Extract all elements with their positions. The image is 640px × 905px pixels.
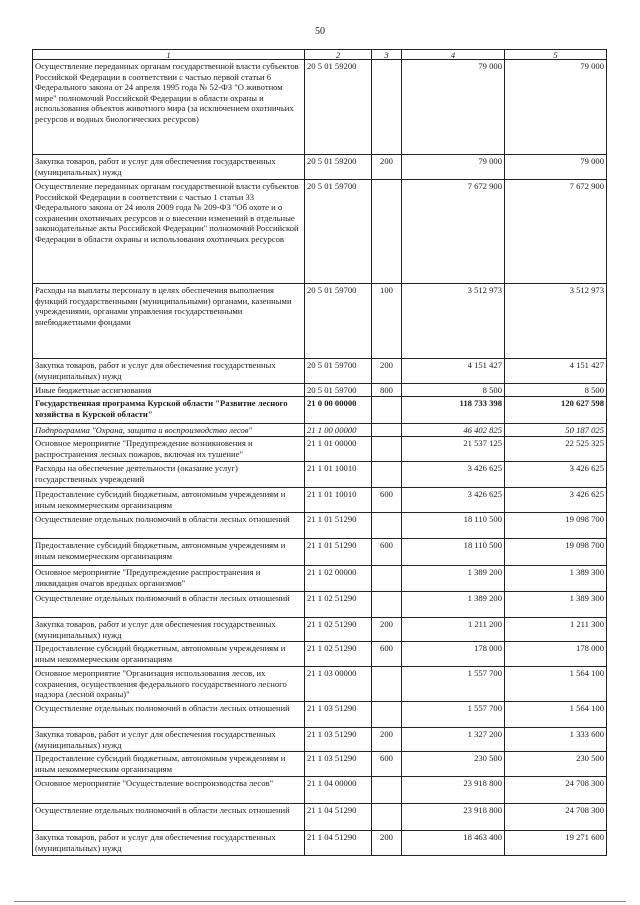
row-expense-type-cell — [372, 180, 402, 284]
row-expense-type-cell: 600 — [372, 539, 402, 566]
row-expense-type-cell — [372, 777, 402, 804]
row-amount-year1-cell: 1 211 200 — [402, 618, 505, 642]
table-row — [33, 667, 607, 702]
row-name-cell: Иные бюджетные ассигнования — [33, 384, 305, 397]
row-expense-type-cell: 200 — [372, 728, 402, 752]
row-amount-year2-cell: 1 564 100 — [505, 667, 607, 702]
row-amount-year2-cell: 22 525 325 — [505, 437, 607, 462]
table-row — [33, 397, 607, 424]
row-amount-year2-cell: 1 389 300 — [505, 592, 607, 618]
row-expense-type-cell — [372, 462, 402, 488]
table-row — [33, 513, 607, 539]
row-name-cell: Закупка товаров, работ и услуг для обеспечения государственных (муниципальных) нужд — [33, 618, 305, 642]
row-amount-year2-cell: 3 426 625 — [505, 488, 607, 513]
row-amount-year2-cell: 1 564 100 — [505, 702, 607, 728]
row-amount-year1-cell: 1 557 700 — [402, 667, 505, 702]
column-header: 3 — [372, 50, 402, 60]
row-expense-type-cell — [372, 424, 402, 437]
row-expense-type-cell: 800 — [372, 384, 402, 397]
row-name-cell: Основное мероприятие "Организация использования лесов, их сохранения, осуществления федерального государственного лесного надзора (лесной охраны)" — [33, 667, 305, 702]
column-header: 1 — [33, 50, 305, 60]
row-expense-type-cell — [372, 437, 402, 462]
row-expense-type-cell — [372, 804, 402, 831]
row-name-cell: Основное мероприятие "Предупреждение распространения и ликвидация очагов вредных организмов" — [33, 566, 305, 592]
row-code-cell: 21 1 01 51290 — [305, 539, 372, 566]
column-header: 2 — [305, 50, 372, 60]
row-code-cell: 20 5 01 59700 — [305, 180, 372, 284]
row-amount-year2-cell: 4 151 427 — [505, 359, 607, 384]
table-row — [33, 539, 607, 566]
row-code-cell: 21 1 03 51290 — [305, 752, 372, 777]
page-number: 50 — [315, 26, 325, 37]
table-row — [33, 384, 607, 397]
row-amount-year2-cell: 1 389 300 — [505, 566, 607, 592]
row-amount-year1-cell: 18 110 500 — [402, 539, 505, 566]
row-code-cell: 21 1 02 51290 — [305, 592, 372, 618]
row-code-cell: 20 5 01 59200 — [305, 60, 372, 155]
row-amount-year1-cell: 7 672 900 — [402, 180, 505, 284]
row-amount-year1-cell: 4 151 427 — [402, 359, 505, 384]
table-row — [33, 60, 607, 155]
row-code-cell: 21 1 01 10010 — [305, 462, 372, 488]
row-amount-year1-cell: 1 389 200 — [402, 566, 505, 592]
row-name-cell: Предоставление субсидий бюджетным, автономным учреждениям и иным некоммерческим организациям — [33, 488, 305, 513]
row-amount-year2-cell: 19 098 700 — [505, 513, 607, 539]
row-name-cell: Предоставление субсидий бюджетным, автономным учреждениям и иным некоммерческим организациям — [33, 642, 305, 667]
table-row — [33, 566, 607, 592]
row-amount-year2-cell: 50 187 025 — [505, 424, 607, 437]
row-code-cell: 21 1 01 00000 — [305, 437, 372, 462]
row-expense-type-cell: 600 — [372, 752, 402, 777]
row-amount-year2-cell: 24 708 300 — [505, 777, 607, 804]
budget-table — [32, 49, 607, 856]
row-code-cell: 20 5 01 59200 — [305, 155, 372, 180]
row-code-cell: 21 1 03 51290 — [305, 728, 372, 752]
row-amount-year1-cell: 3 512 973 — [402, 284, 505, 359]
row-expense-type-cell — [372, 702, 402, 728]
row-code-cell: 21 0 00 00000 — [305, 397, 372, 424]
row-code-cell: 21 1 02 00000 — [305, 566, 372, 592]
row-name-cell: Закупка товаров, работ и услуг для обеспечения государственных (муниципальных) нужд — [33, 831, 305, 856]
row-expense-type-cell: 200 — [372, 831, 402, 856]
row-name-cell: Предоставление субсидий бюджетным, автономным учреждениям и иным некоммерческим организациям — [33, 539, 305, 566]
table-row — [33, 592, 607, 618]
row-amount-year1-cell: 79 000 — [402, 60, 505, 155]
table-row — [33, 831, 607, 856]
table-header-row — [33, 50, 607, 60]
row-expense-type-cell — [372, 667, 402, 702]
row-amount-year1-cell: 1 389 200 — [402, 592, 505, 618]
row-amount-year1-cell: 46 402 825 — [402, 424, 505, 437]
row-amount-year2-cell: 230 500 — [505, 752, 607, 777]
table-body — [33, 60, 607, 856]
row-amount-year1-cell: 3 426 625 — [402, 462, 505, 488]
row-expense-type-cell: 200 — [372, 359, 402, 384]
row-amount-year2-cell: 19 098 700 — [505, 539, 607, 566]
row-code-cell: 20 5 01 59700 — [305, 284, 372, 359]
row-code-cell: 20 5 01 59700 — [305, 359, 372, 384]
table-row — [33, 702, 607, 728]
table-row — [33, 752, 607, 777]
row-expense-type-cell: 600 — [372, 642, 402, 667]
table-row — [33, 424, 607, 437]
row-code-cell: 21 1 01 51290 — [305, 513, 372, 539]
row-name-cell: Расходы на обеспечение деятельности (оказание услуг) государственных учреждений — [33, 462, 305, 488]
row-name-cell: Основное мероприятие "Осуществление воспроизводства лесов" — [33, 777, 305, 804]
row-name-cell: Расходы на выплаты персоналу в целях обеспечения выполнения функций государственными (муниципальными) органами, казенными учреждениями, органами управления государственными внебюджетными фондами — [33, 284, 305, 359]
table-row — [33, 642, 607, 667]
row-name-cell: Осуществление переданных органам государственной власти субъектов Российской Федерации в соответствии с частью 1 статьи 33 Федерального закона от 24 июля 2009 года № 209-ФЗ "Об охоте и о сохранении охотничьих ресурсов и о внесении изменений в отдельные законодательные акты Российской Федерации" полномочий Российской Федерации в области охраны и использования охотничьих ресурсов — [33, 180, 305, 284]
row-amount-year2-cell: 3 426 625 — [505, 462, 607, 488]
row-amount-year2-cell: 79 000 — [505, 155, 607, 180]
row-amount-year1-cell: 23 918 800 — [402, 777, 505, 804]
table-row — [33, 180, 607, 284]
table-row — [33, 618, 607, 642]
row-amount-year2-cell: 79 000 — [505, 60, 607, 155]
row-code-cell: 21 1 04 00000 — [305, 777, 372, 804]
row-name-cell: Осуществление отдельных полномочий в области лесных отношений — [33, 592, 305, 618]
row-name-cell: Осуществление отдельных полномочий в области лесных отношений — [33, 804, 305, 831]
row-amount-year1-cell: 1 557 700 — [402, 702, 505, 728]
row-amount-year2-cell: 8 500 — [505, 384, 607, 397]
column-header: 5 — [505, 50, 607, 60]
row-code-cell: 21 1 02 51290 — [305, 618, 372, 642]
row-amount-year2-cell: 120 627 598 — [505, 397, 607, 424]
table-row — [33, 777, 607, 804]
row-name-cell: Осуществление отдельных полномочий в области лесных отношений — [33, 702, 305, 728]
row-code-cell: 21 1 00 00000 — [305, 424, 372, 437]
row-code-cell: 21 1 04 51290 — [305, 831, 372, 856]
row-amount-year2-cell: 3 512 973 — [505, 284, 607, 359]
row-code-cell: 21 1 04 51290 — [305, 804, 372, 831]
row-expense-type-cell: 200 — [372, 618, 402, 642]
row-amount-year1-cell: 230 500 — [402, 752, 505, 777]
row-amount-year1-cell: 23 918 800 — [402, 804, 505, 831]
row-name-cell: Закупка товаров, работ и услуг для обеспечения государственных (муниципальных) нужд — [33, 155, 305, 180]
row-name-cell: Основное мероприятие "Предупреждение возникновения и распространения лесных пожаров, включая их тушение" — [33, 437, 305, 462]
row-amount-year2-cell: 1 211 300 — [505, 618, 607, 642]
row-expense-type-cell: 200 — [372, 155, 402, 180]
row-amount-year2-cell: 178 000 — [505, 642, 607, 667]
row-amount-year2-cell: 24 708 300 — [505, 804, 607, 831]
row-amount-year1-cell: 18 463 400 — [402, 831, 505, 856]
row-amount-year1-cell: 79 000 — [402, 155, 505, 180]
row-amount-year1-cell: 21 537 125 — [402, 437, 505, 462]
row-amount-year2-cell: 19 271 600 — [505, 831, 607, 856]
row-expense-type-cell — [372, 397, 402, 424]
row-expense-type-cell — [372, 60, 402, 155]
row-code-cell: 20 5 01 59700 — [305, 384, 372, 397]
table-row — [33, 804, 607, 831]
row-amount-year1-cell: 178 000 — [402, 642, 505, 667]
row-amount-year1-cell: 1 327 200 — [402, 728, 505, 752]
row-amount-year1-cell: 3 426 625 — [402, 488, 505, 513]
row-expense-type-cell — [372, 566, 402, 592]
row-name-cell: Осуществление переданных органам государственной власти субъектов Российской Федерации в соответствии с частью первой статьи 6 Федерального закона от 24 апреля 1995 года № 52-ФЗ "О животном мире" полномочий Российской Федерации в области охраны и использования объектов животного мира (за исключением охотничьих ресурсов и водных биологических ресурсов) — [33, 60, 305, 155]
table-row — [33, 359, 607, 384]
row-name-cell: Государственная программа Курской области "Развитие лесного хозяйства в Курской области" — [33, 397, 305, 424]
table-row — [33, 728, 607, 752]
table-row — [33, 437, 607, 462]
column-header: 4 — [402, 50, 505, 60]
row-name-cell: Подпрограмма "Охрана, защита и воспроизводство лесов" — [33, 424, 305, 437]
row-name-cell: Закупка товаров, работ и услуг для обеспечения государственных (муниципальных) нужд — [33, 728, 305, 752]
table-row — [33, 155, 607, 180]
table-row — [33, 488, 607, 513]
row-name-cell: Осуществление отдельных полномочий в области лесных отношений — [33, 513, 305, 539]
row-expense-type-cell — [372, 592, 402, 618]
row-code-cell: 21 1 01 10010 — [305, 488, 372, 513]
row-amount-year2-cell: 7 672 900 — [505, 180, 607, 284]
row-code-cell: 21 1 03 00000 — [305, 667, 372, 702]
table-row — [33, 284, 607, 359]
row-name-cell: Закупка товаров, работ и услуг для обеспечения государственных (муниципальных) нужд — [33, 359, 305, 384]
row-expense-type-cell: 100 — [372, 284, 402, 359]
row-amount-year1-cell: 18 110 500 — [402, 513, 505, 539]
row-name-cell: Предоставление субсидий бюджетным, автономным учреждениям и иным некоммерческим организациям — [33, 752, 305, 777]
row-code-cell: 21 1 03 51290 — [305, 702, 372, 728]
row-amount-year1-cell: 118 733 398 — [402, 397, 505, 424]
row-code-cell: 21 1 02 51290 — [305, 642, 372, 667]
table-row — [33, 462, 607, 488]
page-bottom-rule — [14, 901, 626, 902]
row-amount-year1-cell: 8 500 — [402, 384, 505, 397]
row-expense-type-cell — [372, 513, 402, 539]
row-amount-year2-cell: 1 333 600 — [505, 728, 607, 752]
row-expense-type-cell: 600 — [372, 488, 402, 513]
